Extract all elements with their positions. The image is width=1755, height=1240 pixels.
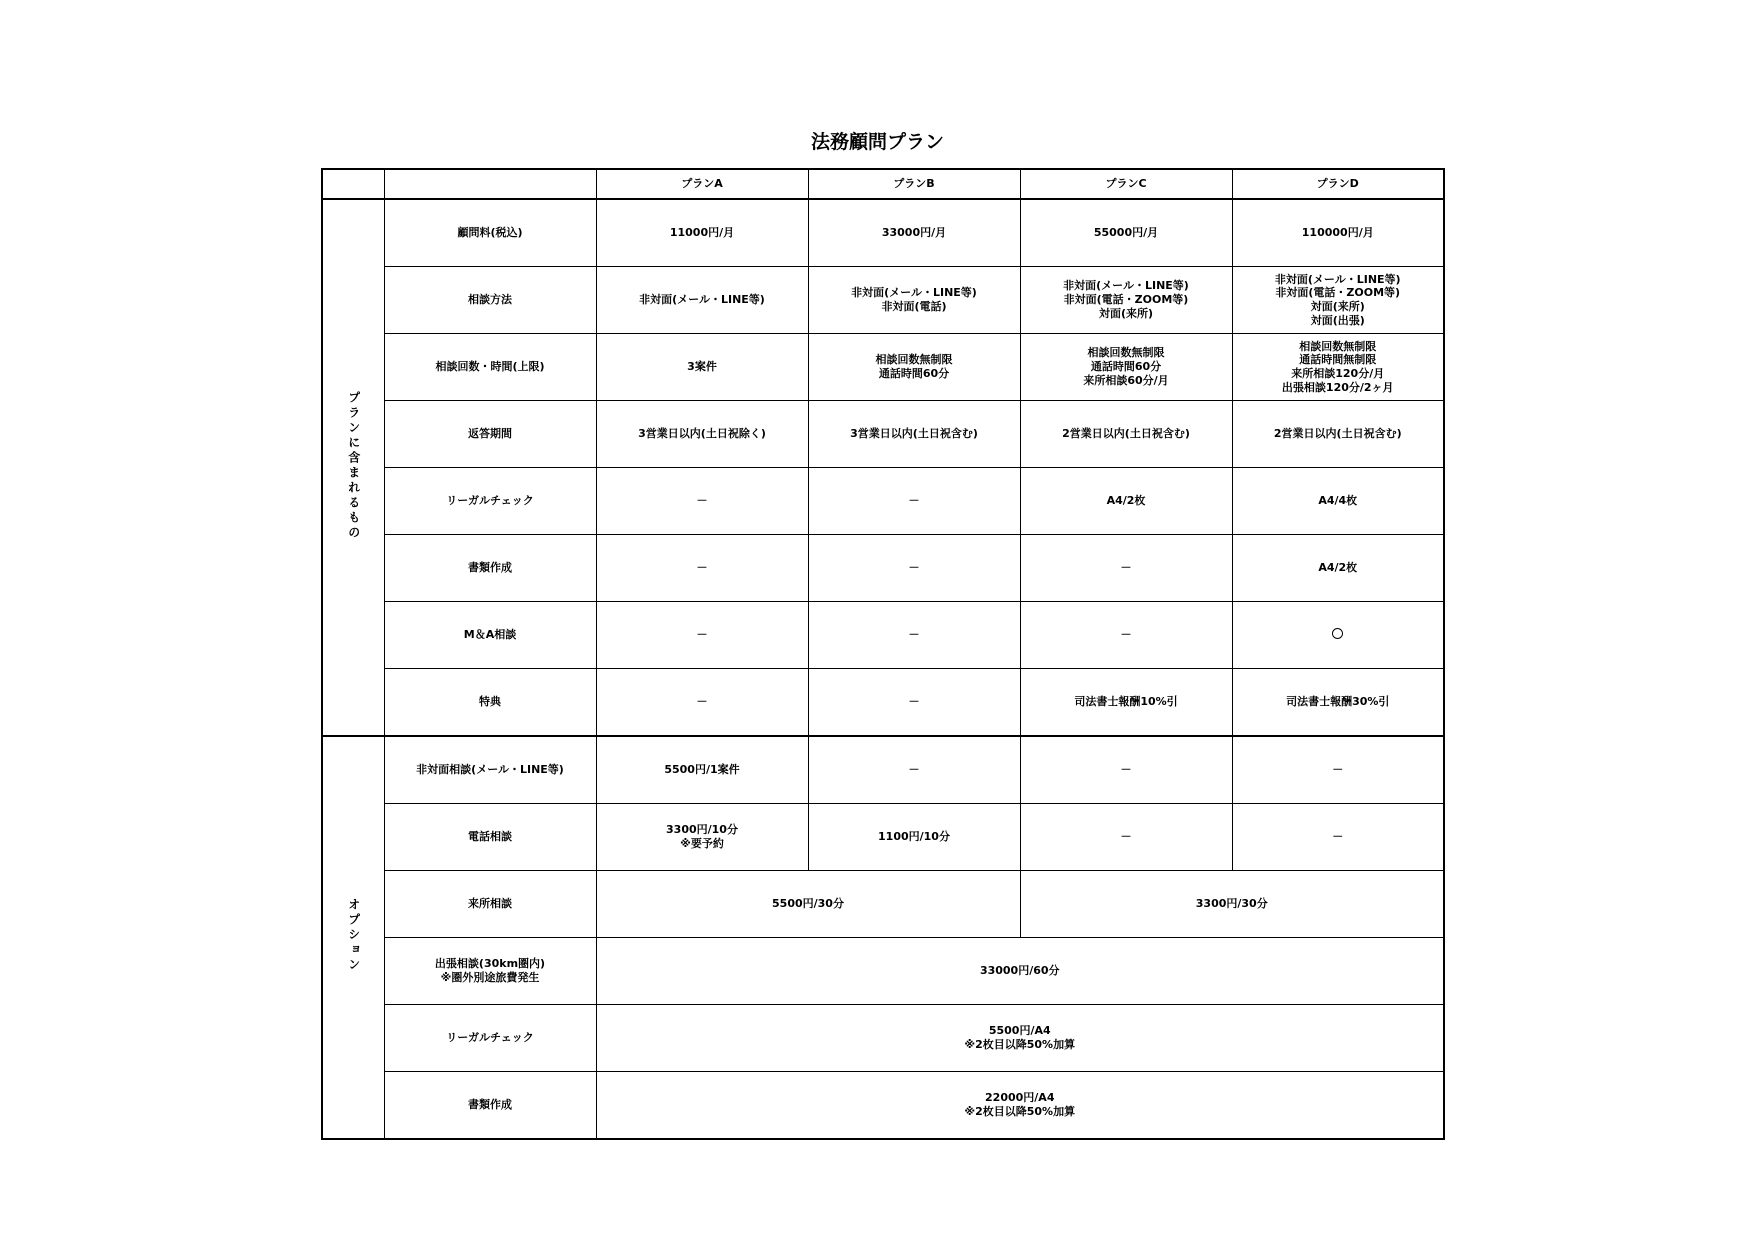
table-row xyxy=(322,1005,1444,1072)
row-label: リーガルチェック xyxy=(384,1005,596,1072)
row-label: 相談方法 xyxy=(384,267,596,334)
table-row xyxy=(322,602,1444,669)
table-cell: 5500円/30分 xyxy=(596,871,1020,938)
table-cell: － xyxy=(1232,804,1444,871)
table-cell: － xyxy=(596,602,808,669)
table-cell: 3案件 xyxy=(596,334,808,401)
table-row xyxy=(322,669,1444,737)
header-cell xyxy=(322,169,384,199)
table-cell: － xyxy=(1232,736,1444,804)
table-cell: 3営業日以内(土日祝含む) xyxy=(808,401,1020,468)
table-cell: A4/2枚 xyxy=(1232,535,1444,602)
table-row xyxy=(322,938,1444,1005)
table-row xyxy=(322,535,1444,602)
table-row xyxy=(322,871,1444,938)
plan-table xyxy=(321,168,1445,1140)
row-label: 書類作成 xyxy=(384,535,596,602)
table-cell xyxy=(1232,602,1444,669)
group-label-text: オプション xyxy=(346,898,361,974)
row-label: 返答期間 xyxy=(384,401,596,468)
table-cell: 非対面(メール・LINE等) 非対面(電話・ZOOM等) 対面(来所) 対面(出張) xyxy=(1232,267,1444,334)
header-cell: プランB xyxy=(808,169,1020,199)
table-cell: 3300円/10分 ※要予約 xyxy=(596,804,808,871)
row-label: リーガルチェック xyxy=(384,468,596,535)
row-label: 出張相談(30km圏内) ※圏外別途旅費発生 xyxy=(384,938,596,1005)
table-row xyxy=(322,334,1444,401)
table-cell: － xyxy=(1020,535,1232,602)
group-label-text: プランに含まれるもの xyxy=(346,390,361,541)
table-cell: － xyxy=(808,602,1020,669)
row-label: 来所相談 xyxy=(384,871,596,938)
table-cell: 3300円/30分 xyxy=(1020,871,1444,938)
table-cell: A4/4枚 xyxy=(1232,468,1444,535)
header-cell: プランA xyxy=(596,169,808,199)
table-cell: － xyxy=(1020,602,1232,669)
table-cell: A4/2枚 xyxy=(1020,468,1232,535)
row-label: 書類作成 xyxy=(384,1072,596,1140)
table-cell: 33000円/月 xyxy=(808,199,1020,267)
table-row xyxy=(322,267,1444,334)
row-label: 電話相談 xyxy=(384,804,596,871)
table-cell: 110000円/月 xyxy=(1232,199,1444,267)
row-label: 非対面相談(メール・LINE等) xyxy=(384,736,596,804)
row-label: M＆A相談 xyxy=(384,602,596,669)
table-cell: － xyxy=(808,669,1020,737)
table-row xyxy=(322,804,1444,871)
row-label: 顧問料(税込) xyxy=(384,199,596,267)
table-cell: 相談回数無制限 通話時間60分 来所相談60分/月 xyxy=(1020,334,1232,401)
table-cell: 非対面(メール・LINE等) xyxy=(596,267,808,334)
table-cell: 33000円/60分 xyxy=(596,938,1444,1005)
table-cell: － xyxy=(808,535,1020,602)
table-cell: 2営業日以内(土日祝含む) xyxy=(1020,401,1232,468)
header-cell: プランC xyxy=(1020,169,1232,199)
table-row xyxy=(322,401,1444,468)
table-cell: － xyxy=(808,736,1020,804)
table-cell: － xyxy=(596,535,808,602)
group-label-options xyxy=(322,736,384,1139)
table-cell: 11000円/月 xyxy=(596,199,808,267)
table-cell: － xyxy=(596,468,808,535)
table-cell: 司法書士報酬10%引 xyxy=(1020,669,1232,737)
table-row xyxy=(322,1072,1444,1140)
circle-mark-icon xyxy=(1332,628,1343,639)
table-cell: 相談回数無制限 通話時間無制限 来所相談120分/月 出張相談120分/2ヶ月 xyxy=(1232,334,1444,401)
table-cell: 5500円/1案件 xyxy=(596,736,808,804)
table-cell: 55000円/月 xyxy=(1020,199,1232,267)
header-cell: プランD xyxy=(1232,169,1444,199)
table-row xyxy=(322,199,1444,267)
table-cell: 3営業日以内(土日祝除く) xyxy=(596,401,808,468)
table-cell: 非対面(メール・LINE等) 非対面(電話・ZOOM等) 対面(来所) xyxy=(1020,267,1232,334)
table-cell: － xyxy=(808,468,1020,535)
table-cell: － xyxy=(1020,804,1232,871)
table-cell: 相談回数無制限 通話時間60分 xyxy=(808,334,1020,401)
table-cell: 22000円/A4 ※2枚目以降50%加算 xyxy=(596,1072,1444,1140)
table-cell: － xyxy=(596,669,808,737)
table-cell: 司法書士報酬30%引 xyxy=(1232,669,1444,737)
table-row xyxy=(322,468,1444,535)
group-label-included xyxy=(322,199,384,736)
page-title: 法務顧問プラン xyxy=(810,131,944,153)
header-row xyxy=(322,169,1444,199)
table-row xyxy=(322,736,1444,804)
table-cell: 2営業日以内(土日祝含む) xyxy=(1232,401,1444,468)
row-label: 特典 xyxy=(384,669,596,737)
table-cell: 1100円/10分 xyxy=(808,804,1020,871)
table-cell: 5500円/A4 ※2枚目以降50%加算 xyxy=(596,1005,1444,1072)
table-cell: 非対面(メール・LINE等) 非対面(電話) xyxy=(808,267,1020,334)
table-cell: － xyxy=(1020,736,1232,804)
header-cell xyxy=(384,169,596,199)
row-label: 相談回数・時間(上限) xyxy=(384,334,596,401)
